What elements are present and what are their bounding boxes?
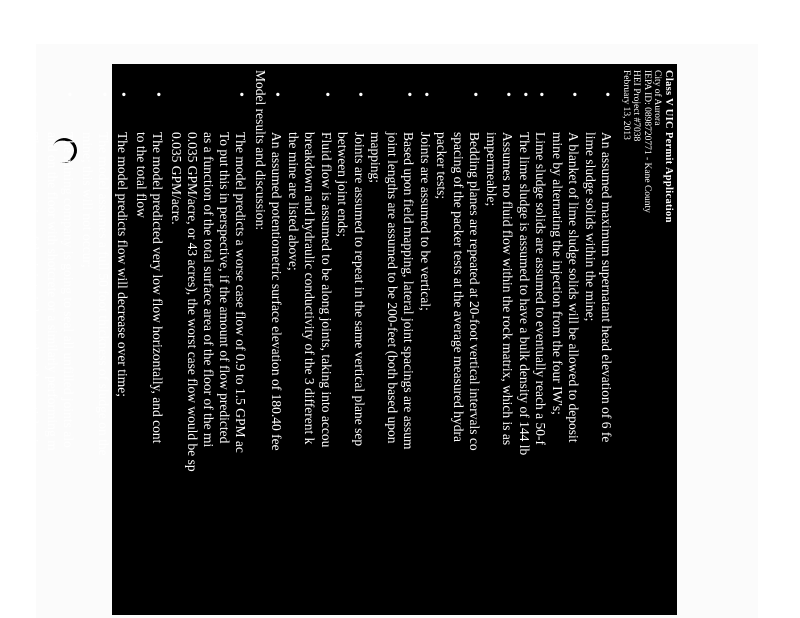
bullet-line: • Joints are assumed to be vertical; — [417, 132, 433, 311]
bullet-item — [168, 132, 248, 611]
bullet-line: lime sludge solids within the mine; — [582, 132, 598, 322]
bullet-item — [114, 132, 130, 611]
bullet-item — [482, 132, 515, 611]
bullet-line: • Fluid flow is assumed to be along joints, taking into accou — [318, 132, 334, 448]
bullet-line: impermeable; — [483, 132, 499, 207]
bullet-line: • An assumed potentiometric surface elevation of 180.40 fee — [269, 132, 285, 451]
bullet-line: • The model assumes a full 50 foot thickness of sludge on the — [96, 132, 112, 456]
header-line: IEPA ID: 0898720771 - Kane County — [641, 70, 652, 213]
bullet-item — [416, 132, 433, 611]
bullet-line: joint lengths are assumed to be 200-feet (both based upon — [384, 132, 400, 444]
bullet-line: 0.035 GPM/acre. — [169, 132, 185, 225]
bullet-item — [532, 132, 549, 611]
bullet-line: • Lime sludge solids are assumed to eventually reach a 50-f — [533, 132, 549, 446]
scanned-document — [10, 64, 677, 615]
bullet-item — [268, 132, 285, 611]
bullet-line: • The aperture size of the joints is larger than the particle siz — [26, 132, 42, 449]
bullet-line: as a function of the total surface area of the floor of the mi — [201, 132, 217, 448]
bullet-line: • The model predicted very low flow horizontally, and cont — [150, 132, 166, 444]
bullet-line: the mine are listed above; — [285, 132, 301, 271]
bullet-line: To put this in perspective, if the amount of flow predicted — [217, 132, 233, 444]
bullet-line: • Bedding planes are repeated at 20-foot vertical intervals co — [467, 132, 483, 451]
bullet-line: • An assumed maximum supernatant head elevation of 6 fe — [599, 132, 615, 443]
bullet-item — [367, 132, 417, 611]
bullet-line: and on the floor with shotcrete or a similarly performing m — [45, 132, 61, 451]
bullet-item — [44, 132, 76, 611]
bullet-line: • The lime sludge is assumed to have a bulk density of 144 lb — [516, 132, 532, 456]
rotated-document-content — [10, 64, 677, 615]
bullet-line: packer tests; — [434, 132, 450, 200]
bullet-item — [548, 132, 581, 611]
header-line: HEI Project #7038 — [631, 70, 642, 142]
bullet-line: • The model predicts a worse case flow of 0.9 to 1.5 GPM ac — [233, 132, 249, 453]
bullet-item — [284, 132, 334, 611]
header-line: Class V UIC Permit Application — [663, 70, 674, 223]
bullet-line: spacing of the packer tests at the average measured hydra — [450, 132, 466, 442]
bullet-item — [79, 132, 111, 611]
bullet-item — [433, 132, 483, 611]
bullet-line: • Assumes no fluid flow within the rock matrix, which is as — [500, 132, 516, 446]
bullet-line: between joint ends; — [335, 132, 351, 237]
bullet-item — [515, 132, 532, 611]
header-line: City of Aurora — [652, 70, 663, 126]
bullet-item — [133, 132, 165, 611]
bullet-line: • A blanket of lime sludge solids will be allowed to deposit — [566, 132, 582, 443]
bullet-item — [581, 132, 614, 611]
bullet-item — [334, 132, 367, 611]
results-list — [9, 70, 248, 611]
bullet-line: 0.035 GPM/acre, or 43 acres), the worst case flow would be sp — [185, 132, 201, 472]
header-line: February 13, 2013 — [620, 70, 631, 140]
document-header — [620, 70, 673, 611]
bullet-line: to the total flow — [134, 132, 150, 218]
assumptions-list — [268, 70, 615, 611]
bullet-line: mine by alternating the injection from the four IW's; — [549, 132, 565, 415]
bullet-line: mine; this will not occur; — [80, 132, 96, 268]
bullet-line: • Based upon field mapping, lateral joint spacings are assum — [401, 132, 417, 450]
bullet-line: with an average D50 grain size was 0.0129 mm versus the — [10, 132, 26, 447]
bullet-line: mapping; — [368, 132, 384, 183]
bullet-item — [9, 132, 41, 611]
bullet-line: • Joints are assumed to repeat in the same vertical plane sep — [351, 132, 367, 447]
section-title: Model results and discussion: — [252, 70, 268, 231]
bullet-line: • The model predicts flow will decrease over time; — [115, 132, 131, 398]
bullet-line: breakdown and hydraulic conductivity of the 3 different k — [302, 132, 318, 445]
bullet-line: • The mining company is going to seal all unfilled joints alo — [61, 132, 77, 448]
